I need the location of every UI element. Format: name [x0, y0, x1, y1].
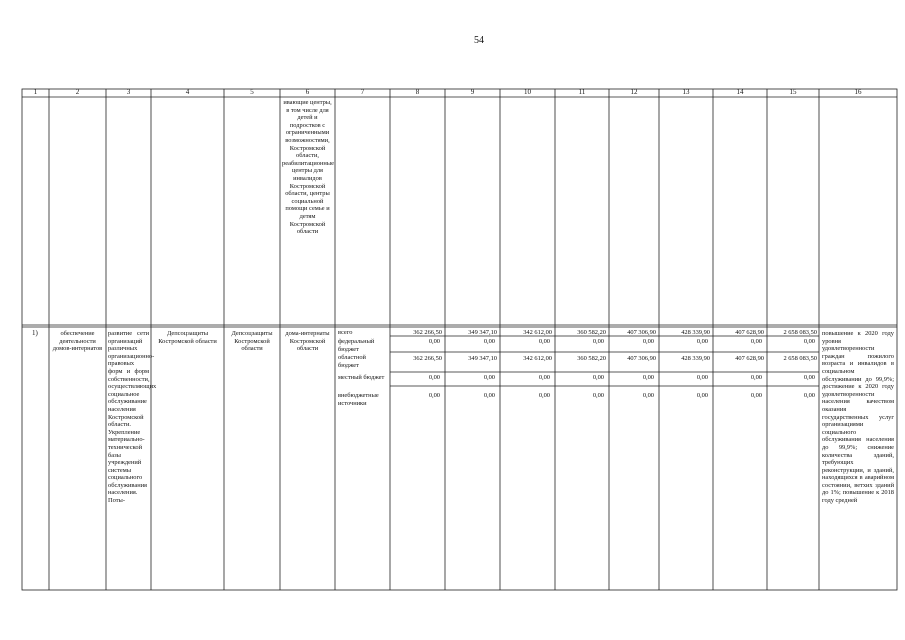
funding-value: 342 612,00: [523, 355, 552, 362]
funding-value: 0,00: [483, 338, 495, 345]
funding-value: 0,00: [642, 338, 654, 345]
col-number-8: 8: [415, 88, 420, 96]
funding-value: 0,00: [696, 374, 708, 381]
col-number-13: 13: [682, 88, 690, 96]
funding-source-total: всего: [338, 329, 353, 336]
col-number-11: 11: [578, 88, 586, 96]
col-number-10: 10: [524, 88, 531, 96]
funding-value: 0,00: [538, 338, 550, 345]
funding-value: 0,00: [750, 338, 762, 345]
funding-value: 0,00: [642, 374, 654, 381]
funding-value: 2 658 083,50: [783, 329, 817, 336]
funding-value: 0,00: [538, 392, 550, 399]
col-number-4: 4: [185, 88, 190, 96]
funding-value: 0,00: [696, 338, 708, 345]
funding-value: 0,00: [592, 338, 604, 345]
funding-value: 362 266,50: [413, 329, 442, 336]
col-number-15: 15: [789, 88, 797, 96]
continuation-col6-text: ивающие центры, в том числе для детей и подростков с ограниченными возможностями, Костромской области, реабилитационные центры для инвалидов Костромской области, центры социальной помощи семье и детям Костромской области: [282, 99, 334, 236]
funding-source-local: местный бюджет: [338, 374, 385, 381]
row-responsible: Депсоцзащиты Костромской области: [158, 330, 217, 345]
funding-source-federal: федеральный бюджет: [338, 338, 375, 353]
funding-value: 0,00: [428, 338, 440, 345]
row-number: 1): [32, 329, 38, 337]
funding-value: 0,00: [642, 392, 654, 399]
col-number-2: 2: [75, 88, 80, 96]
funding-value: 0,00: [750, 392, 762, 399]
funding-value: 362 266,50: [413, 355, 442, 362]
funding-value: 349 347,10: [468, 355, 497, 362]
row-result: повышение к 2020 году уровня удовлетворенности граждан пожилого возраста и инвалидов в социальном обслуживании до 99,9%; достижение к 2020 году удовлетворенности населения качеством оказания государственных услуг организациями социального обслуживания населения до 99,9%; снижение количества зданий, требующих реконструкции, и зданий, находящихся в аварийном состоянии, ветхих зданий до 1%; повышение к 2018 году средней: [822, 330, 894, 505]
row-executor: Депсоцзащиты Костромской области: [231, 330, 273, 353]
funding-value: 0,00: [592, 392, 604, 399]
funding-value: 428 339,90: [681, 329, 710, 336]
col-number-5: 5: [250, 88, 254, 96]
funding-value: 0,00: [538, 374, 550, 381]
funding-value: 0,00: [483, 374, 495, 381]
col-number-16: 16: [854, 88, 862, 96]
funding-value: 407 306,90: [627, 329, 656, 336]
funding-value: 0,00: [483, 392, 495, 399]
funding-value: 0,00: [696, 392, 708, 399]
col-number-1: 1: [33, 88, 38, 96]
row-name: обеспечение деятельности домов-интернатов: [52, 330, 103, 353]
col-number-9: 9: [470, 88, 475, 96]
funding-value: 0,00: [428, 374, 440, 381]
funding-source-regional: областной бюджет: [338, 354, 366, 369]
funding-value: 342 612,00: [523, 329, 552, 336]
col-number-12: 12: [630, 88, 638, 96]
funding-value: 2 658 083,50: [783, 355, 817, 362]
funding-value: 0,00: [803, 338, 815, 345]
col-number-7: 7: [360, 88, 365, 96]
funding-value: 407 628,90: [735, 355, 764, 362]
funding-value: 0,00: [803, 392, 815, 399]
col-number-14: 14: [736, 88, 744, 96]
funding-value: 0,00: [803, 374, 815, 381]
col-number-3: 3: [126, 88, 131, 96]
funding-value: 349 347,10: [468, 329, 497, 336]
funding-value: 407 306,90: [627, 355, 656, 362]
funding-source-extrabudget: внебюджетные источники: [338, 392, 379, 407]
col-number-6: 6: [305, 88, 310, 96]
funding-value: 407 628,90: [735, 329, 764, 336]
row-recipient: дома-интернаты Костромской области: [285, 330, 330, 353]
funding-value: 0,00: [750, 374, 762, 381]
funding-value: 428 339,90: [681, 355, 710, 362]
row-description: развитие сети организаций различных организационно-правовых форм и форм собственности, осуществляющих социальное обслуживание населения Костромской области. Укрепление материально-технической базы учреждений системы социального обслуживания населения. Поты-: [108, 330, 157, 505]
funding-value: 360 582,20: [577, 329, 606, 336]
funding-value: 360 582,20: [577, 355, 606, 362]
funding-value: 0,00: [592, 374, 604, 381]
funding-value: 0,00: [428, 392, 440, 399]
page-number: 54: [474, 35, 484, 46]
